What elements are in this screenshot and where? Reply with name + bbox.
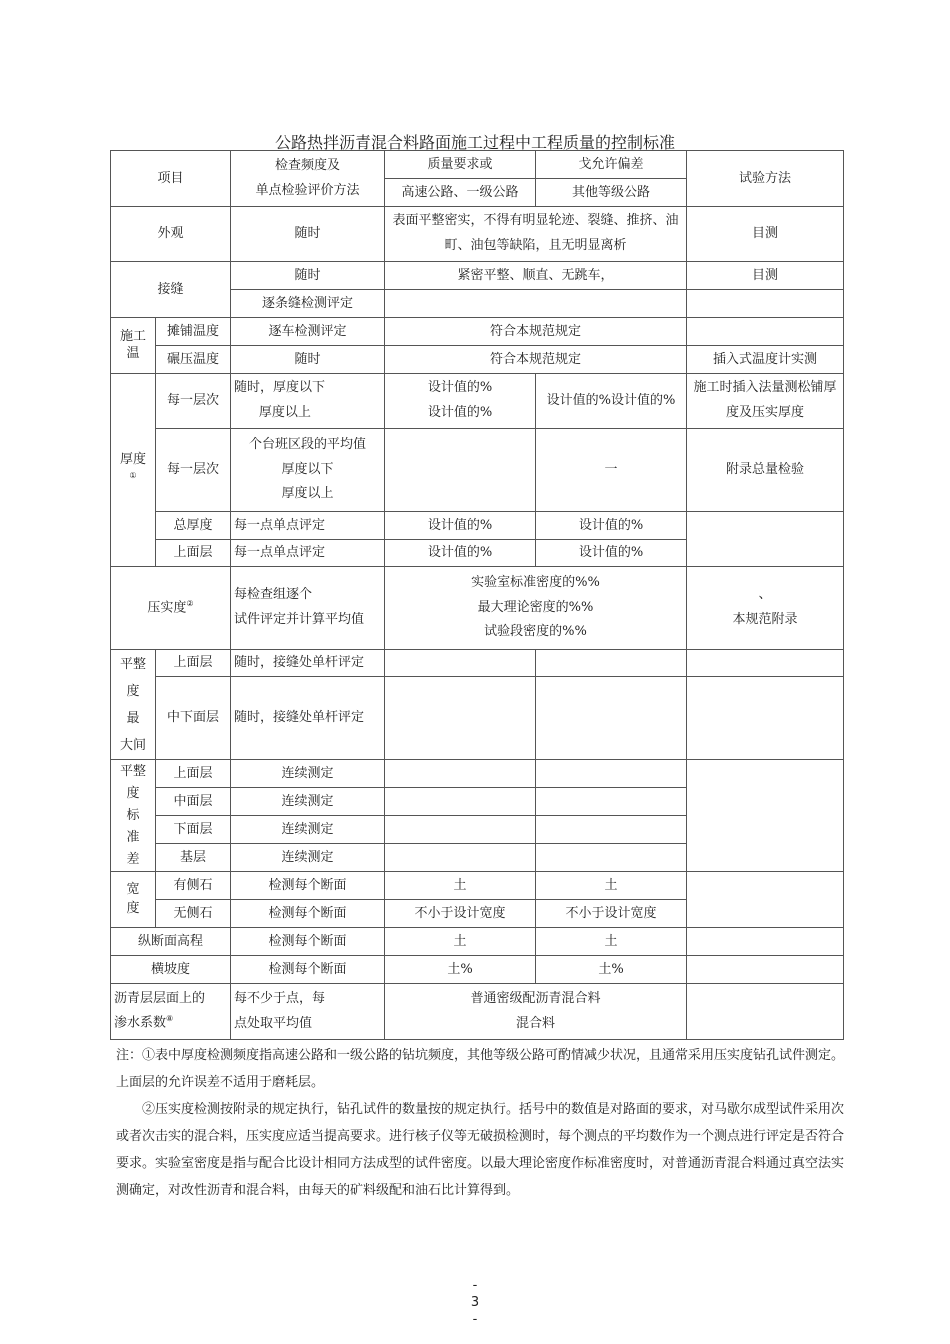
std-middle-frequency: 连续测定 bbox=[231, 788, 385, 816]
width-no-curb-item: 无侧石 bbox=[156, 900, 231, 928]
note-1: 注：①表中厚度检测频度指高速公路和一级公路的钻坑频度，其他等级公路可酌情减少状况，且通常采用压实度钻孔试件测定。上面层的允许误差不适用于磨耗层。 bbox=[116, 1048, 845, 1090]
std-lower-frequency: 连续测定 bbox=[231, 816, 385, 844]
thickness-layer-other: 设计值的%设计值的% bbox=[536, 374, 687, 429]
flatness-middle-lower-layer: 中下面层 bbox=[156, 677, 231, 760]
joint-frequency: 随时 bbox=[231, 262, 385, 290]
joint-item: 接缝 bbox=[111, 262, 231, 318]
empty-cell bbox=[687, 760, 844, 872]
note-2: ②压实度检测按附录的规定执行，钻孔试件的数量按的规定执行。括号中的数值是对路面的要求，对马歇尔成型试件采用次或者次击实的混合料，压实度应适当提高要求。进行核子仪等无破损检测时，每个测点的平均数作为一个测点进行评定是否符合要求。实验室密度是指与配合比设计相同方法成型的试件密度。以最大理论密度作标准密度时，对普通沥青混合料通过真空法实测确定，对改性沥青和混合料，由每天的矿料级配和油石比计算得到。 bbox=[116, 1102, 845, 1198]
rolling-frequency: 随时 bbox=[231, 346, 385, 374]
paving-temperature: 摊铺温度 bbox=[156, 318, 231, 346]
std-base-layer: 基层 bbox=[156, 844, 231, 872]
empty-cell bbox=[385, 650, 536, 677]
profile-elevation-other: 土 bbox=[536, 928, 687, 956]
empty-cell bbox=[385, 760, 536, 788]
header-frequency: 检查频度及 单点检验评价方法 bbox=[231, 151, 385, 207]
std-upper-layer: 上面层 bbox=[156, 760, 231, 788]
profile-elevation-item: 纵断面高程 bbox=[111, 928, 231, 956]
table-notes bbox=[116, 1042, 846, 1204]
empty-cell bbox=[385, 290, 687, 318]
compaction-frequency: 每检查组逐个 试件评定并计算平均值 bbox=[231, 567, 385, 650]
total-thickness-frequency: 每一点单点评定 bbox=[231, 512, 385, 540]
header-other-roads: 其他等级公路 bbox=[536, 179, 687, 207]
cross-slope-other: 土% bbox=[536, 956, 687, 984]
std-upper-frequency: 连续测定 bbox=[231, 760, 385, 788]
joint-requirement: 紧密平整、顺直、无跳车， bbox=[385, 262, 687, 290]
joint-evaluation: 逐条缝检测评定 bbox=[231, 290, 385, 318]
width-no-curb-other: 不小于设计宽度 bbox=[536, 900, 687, 928]
empty-cell bbox=[687, 318, 844, 346]
page-title: 公路热拌沥青混合料路面施工过程中工程质量的控制标准 bbox=[274, 133, 675, 152]
thickness-layer-item: 每一层次 bbox=[156, 374, 231, 429]
total-thickness-highway: 设计值的% bbox=[385, 512, 536, 540]
permeability-item: 沥青层层面上的 渗水系数⑧ bbox=[111, 984, 231, 1040]
empty-cell bbox=[687, 984, 844, 1040]
paving-frequency: 逐车检测评定 bbox=[231, 318, 385, 346]
empty-cell bbox=[536, 816, 687, 844]
width-no-curb-frequency: 检测每个断面 bbox=[231, 900, 385, 928]
empty-cell bbox=[385, 677, 536, 760]
empty-cell bbox=[687, 872, 844, 928]
width-no-curb-highway: 不小于设计宽度 bbox=[385, 900, 536, 928]
appearance-requirement: 表面平整密实，不得有明显轮迹、裂缝、推挤、油町、油包等缺陷，且无明显离析 bbox=[385, 207, 687, 262]
width-curb-highway: 土 bbox=[385, 872, 536, 900]
profile-elevation-frequency: 检测每个断面 bbox=[231, 928, 385, 956]
page-dash-top: - bbox=[472, 1278, 478, 1293]
width-curb-other: 土 bbox=[536, 872, 687, 900]
empty-cell bbox=[687, 677, 844, 760]
permeability-frequency: 每不少于点，每 点处取平均值 bbox=[231, 984, 385, 1040]
cross-slope-frequency: 检测每个断面 bbox=[231, 956, 385, 984]
std-base-frequency: 连续测定 bbox=[231, 844, 385, 872]
compaction-requirement: 实验室标准密度的%% 最大理论密度的%% 试验段密度的%% bbox=[385, 567, 687, 650]
width-curb-item: 有侧石 bbox=[156, 872, 231, 900]
cross-slope-item: 横坡度 bbox=[111, 956, 231, 984]
empty-cell bbox=[536, 650, 687, 677]
empty-cell bbox=[536, 677, 687, 760]
compaction-method: 、 本规范附录 bbox=[687, 567, 844, 650]
empty-cell bbox=[536, 844, 687, 872]
empty-cell bbox=[687, 290, 844, 318]
flatness-upper-frequency: 随时，接缝处单杆评定 bbox=[231, 650, 385, 677]
upper-layer-thickness-highway: 设计值的% bbox=[385, 540, 536, 567]
appearance-item: 外观 bbox=[111, 207, 231, 262]
flatness-max-gap-group: 平整 度 最 大间 bbox=[111, 650, 156, 760]
rolling-method: 插入式温度计实测 bbox=[687, 346, 844, 374]
header-tolerance: 戈允许偏差 bbox=[536, 151, 687, 179]
flatness-upper-layer: 上面层 bbox=[156, 650, 231, 677]
empty-cell bbox=[687, 650, 844, 677]
compaction-item: 压实度② bbox=[111, 567, 231, 650]
thickness-average-frequency: 个台班区段的平均值 厚度以下 厚度以上 bbox=[231, 429, 385, 512]
page-number: 3 bbox=[470, 1295, 480, 1310]
total-thickness-item: 总厚度 bbox=[156, 512, 231, 540]
empty-cell bbox=[385, 844, 536, 872]
thickness-layer-method: 施工时插入法量测松铺厚度及压实厚度 bbox=[687, 374, 844, 429]
construction-temperature-group: 施工温 bbox=[111, 318, 156, 374]
header-item: 项目 bbox=[111, 151, 231, 207]
thickness-layer-frequency: 随时，厚度以下 厚度以上 bbox=[231, 374, 385, 429]
flatness-middle-lower-frequency: 随时，接缝处单杆评定 bbox=[231, 677, 385, 760]
joint-method: 目测 bbox=[687, 262, 844, 290]
thickness-layer-highway: 设计值的% 设计值的% bbox=[385, 374, 536, 429]
page-dash-bottom: - bbox=[472, 1312, 478, 1327]
flatness-std-dev-group: 平整 度 标 准 差 bbox=[111, 760, 156, 872]
empty-cell bbox=[687, 928, 844, 956]
upper-layer-thickness-item: 上面层 bbox=[156, 540, 231, 567]
empty-cell bbox=[385, 429, 536, 512]
profile-elevation-highway: 土 bbox=[385, 928, 536, 956]
appearance-method: 目测 bbox=[687, 207, 844, 262]
std-lower-layer: 下面层 bbox=[156, 816, 231, 844]
quality-standard-table bbox=[110, 150, 844, 1040]
width-curb-frequency: 检测每个断面 bbox=[231, 872, 385, 900]
rolling-temperature: 碾压温度 bbox=[156, 346, 231, 374]
empty-cell bbox=[385, 788, 536, 816]
thickness-average-other: 一 bbox=[536, 429, 687, 512]
paving-requirement: 符合本规范规定 bbox=[385, 318, 687, 346]
rolling-requirement: 符合本规范规定 bbox=[385, 346, 687, 374]
width-group: 宽 度 bbox=[111, 872, 156, 928]
appearance-frequency: 随时 bbox=[231, 207, 385, 262]
std-middle-layer: 中面层 bbox=[156, 788, 231, 816]
thickness-group: 厚度 ① bbox=[111, 374, 156, 567]
empty-cell bbox=[536, 788, 687, 816]
empty-cell bbox=[687, 956, 844, 984]
upper-layer-thickness-other: 设计值的% bbox=[536, 540, 687, 567]
empty-cell bbox=[536, 760, 687, 788]
permeability-requirement: 普通密级配沥青混合料 混合料 bbox=[385, 984, 687, 1040]
empty-cell bbox=[385, 816, 536, 844]
header-highway: 高速公路、一级公路 bbox=[385, 179, 536, 207]
header-requirement: 质量要求或 bbox=[385, 151, 536, 179]
thickness-average-method: 附录总量检验 bbox=[687, 429, 844, 512]
upper-layer-thickness-frequency: 每一点单点评定 bbox=[231, 540, 385, 567]
total-thickness-other: 设计值的% bbox=[536, 512, 687, 540]
header-method: 试验方法 bbox=[687, 151, 844, 207]
cross-slope-highway: 土% bbox=[385, 956, 536, 984]
empty-cell bbox=[687, 512, 844, 567]
thickness-average-item: 每一层次 bbox=[156, 429, 231, 512]
